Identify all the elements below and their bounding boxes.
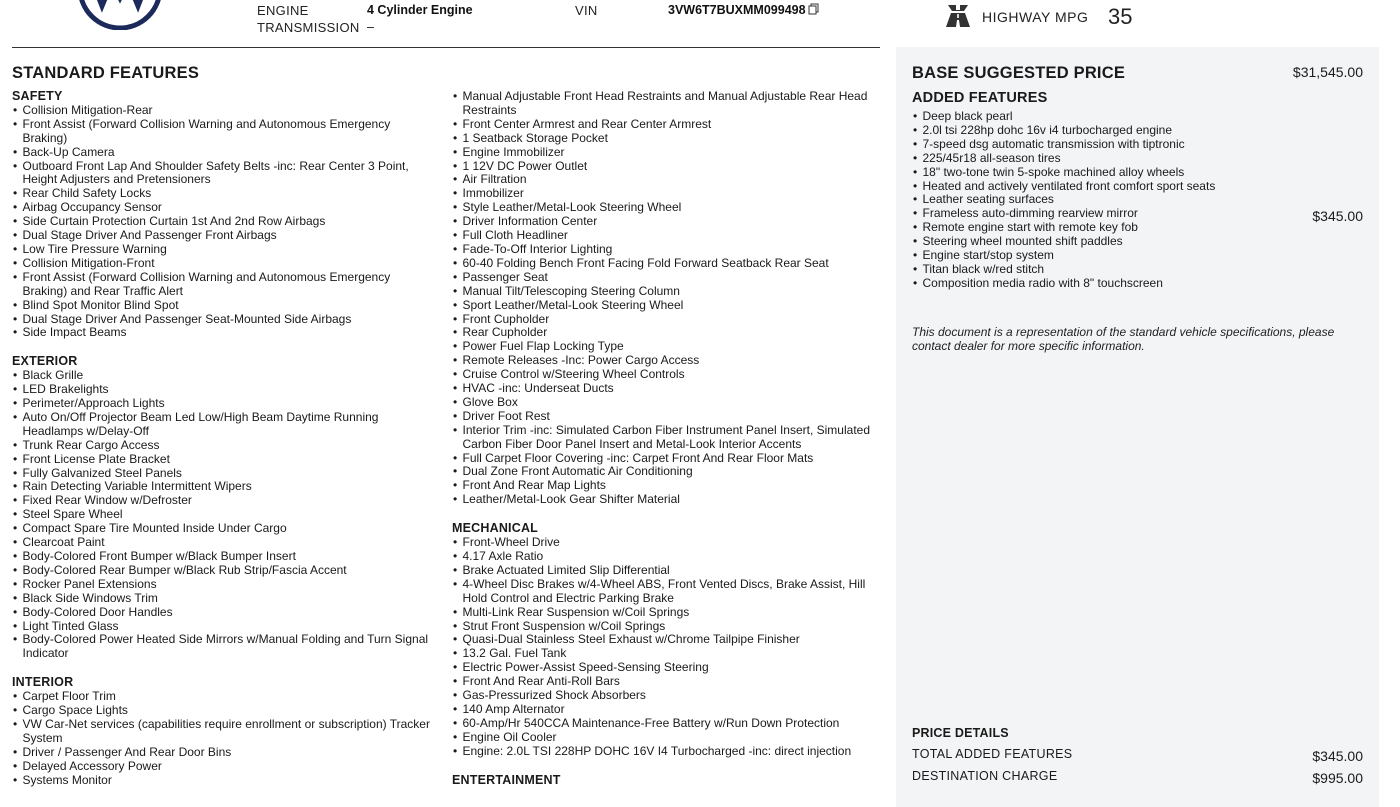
features-column-left	[12, 90, 432, 788]
list-item: • Engine start/stop system	[912, 249, 1372, 263]
list-item: • Body-Colored Door Handles	[12, 606, 432, 620]
list-item: • Rear Child Safety Locks	[12, 187, 432, 201]
list-item: • Black Grille	[12, 369, 432, 383]
list-item: • Deep black pearl	[912, 110, 1372, 124]
list-item: • Engine: 2.0L TSI 228HP DOHC 16V I4 Turbocharged -inc: direct injection	[452, 745, 880, 759]
list-item: • Body-Colored Rear Bumper w/Black Rub Strip/Fascia Accent	[12, 564, 432, 578]
list-item: • Glove Box	[452, 396, 880, 410]
transmission-value: –	[367, 20, 374, 34]
list-item: • Delayed Accessory Power	[12, 760, 432, 774]
section-title-mechanical: MECHANICAL	[452, 521, 539, 536]
list-item: • Blind Spot Monitor Blind Spot	[12, 299, 432, 313]
safety-list	[12, 104, 432, 340]
list-item: • Manual Adjustable Front Head Restraints and Manual Adjustable Rear Head Restraints	[452, 90, 880, 118]
list-item: • Steel Spare Wheel	[12, 508, 432, 522]
list-item: • Remote Releases -Inc: Power Cargo Access	[452, 354, 880, 368]
list-item: • Engine Immobilizer	[452, 146, 880, 160]
section-title-interior: INTERIOR	[12, 675, 74, 690]
disclaimer-text: This document is a representation of the standard vehicle specifications, please contact dealer for more specific information.	[912, 325, 1335, 353]
list-item: • Dual Stage Driver And Passenger Seat-Mounted Side Airbags	[12, 313, 432, 327]
vin-value: 3VW6T7BUXMM099498	[668, 3, 806, 17]
list-item: • 18" two-tone twin 5-spoke machined alloy wheels	[912, 166, 1372, 180]
list-item: • Clearcoat Paint	[12, 536, 432, 550]
base-price-value: $31,545.00	[1292, 64, 1363, 80]
list-item: • Front License Plate Bracket	[12, 453, 432, 467]
interior-list-continued	[452, 90, 880, 507]
list-item: • 60-40 Folding Bench Front Facing Fold Forward Seatback Rear Seat	[452, 257, 880, 271]
list-item: • Remote engine start with remote key fob	[912, 221, 1372, 235]
list-item: • Collision Mitigation-Rear	[12, 104, 432, 118]
list-item: • Rocker Panel Extensions	[12, 578, 432, 592]
list-item: • Power Fuel Flap Locking Type	[452, 340, 880, 354]
list-item: • 140 Amp Alternator	[452, 703, 880, 717]
list-item: • Style Leather/Metal-Look Steering Wheel	[452, 201, 880, 215]
list-item: • Body-Colored Front Bumper w/Black Bumper Insert	[12, 550, 432, 564]
list-item: • Black Side Windows Trim	[12, 592, 432, 606]
engine-value: 4 Cylinder Engine	[367, 3, 473, 17]
list-item: • Sport Leather/Metal-Look Steering Wheel	[452, 299, 880, 313]
list-item: • Cruise Control w/Steering Wheel Controls	[452, 368, 880, 382]
exterior-list	[12, 369, 432, 661]
list-item: • Front Assist (Forward Collision Warning and Autonomous Emergency Braking)	[12, 118, 432, 146]
list-item: • Leather seating surfaces	[912, 193, 1372, 207]
list-item: • Quasi-Dual Stainless Steel Exhaust w/Chrome Tailpipe Finisher	[452, 633, 880, 647]
list-item: • Electric Power-Assist Speed-Sensing Steering	[452, 661, 880, 675]
section-title-exterior: EXTERIOR	[12, 354, 78, 369]
list-item: • 4.17 Axle Ratio	[452, 550, 880, 564]
destination-charge-label: DESTINATION CHARGE	[912, 769, 1058, 783]
list-item: • 1 Seatback Storage Pocket	[452, 132, 880, 146]
interior-list	[12, 690, 432, 787]
list-item: • Fade-To-Off Interior Lighting	[452, 243, 880, 257]
list-item: • Cargo Space Lights	[12, 704, 432, 718]
list-item: • Low Tire Pressure Warning	[12, 243, 432, 257]
list-item: • Side Curtain Protection Curtain 1st And 2nd Row Airbags	[12, 215, 432, 229]
list-item: • Rain Detecting Variable Intermittent Wipers	[12, 480, 432, 494]
list-item: • Front And Rear Map Lights	[452, 479, 880, 493]
list-item: • Body-Colored Power Heated Side Mirrors w/Manual Folding and Turn Signal Indicator	[12, 633, 432, 661]
list-item: • Outboard Front Lap And Shoulder Safety Belts -inc: Rear Center 3 Point, Height Adjusters and Pretensioners	[12, 160, 432, 188]
added-features-items	[912, 110, 1372, 291]
list-item: • Front Assist (Forward Collision Warning and Autonomous Emergency Braking) and Rear Traffic Alert	[12, 271, 432, 299]
vin-label: VIN	[575, 3, 598, 18]
list-item: • 4-Wheel Disc Brakes w/4-Wheel ABS, Front Vented Discs, Brake Assist, Hill Hold Control and Electric Parking Brake	[452, 578, 880, 606]
list-item: • Auto On/Off Projector Beam Led Low/High Beam Daytime Running Headlamps w/Delay-Off	[12, 411, 432, 439]
list-item: • Leather/Metal-Look Gear Shifter Material	[452, 493, 880, 507]
list-item: • Titan black w/red stitch	[912, 263, 1372, 277]
destination-charge-value: $995.00	[1312, 770, 1363, 786]
highway-icon	[946, 5, 970, 27]
list-item: • Gas-Pressurized Shock Absorbers	[452, 689, 880, 703]
copy-icon[interactable]	[808, 3, 819, 15]
list-item: • Airbag Occupancy Sensor	[12, 201, 432, 215]
total-added-value: $345.00	[1312, 748, 1363, 764]
section-title-entertainment: ENTERTAINMENT	[452, 772, 561, 787]
list-item: • Composition media radio with 8" touchscreen	[912, 277, 1372, 291]
list-item: • 225/45r18 all-season tires	[912, 152, 1372, 166]
standard-features-title: STANDARD FEATURES	[12, 64, 200, 82]
list-item: • VW Car-Net services (capabilities require enrollment or subscription) Tracker System	[12, 718, 432, 746]
engine-label: ENGINE	[257, 3, 309, 18]
highway-mpg-label: HIGHWAY MPG	[982, 9, 1089, 25]
transmission-label: TRANSMISSION	[257, 20, 360, 35]
list-item: • Systems Monitor	[12, 774, 432, 788]
list-item: • Side Impact Beams	[12, 326, 432, 340]
list-item: • Carpet Floor Trim	[12, 690, 432, 704]
list-item: • Collision Mitigation-Front	[12, 257, 432, 271]
list-item: • Brake Actuated Limited Slip Differential	[452, 564, 880, 578]
list-item: • Driver / Passenger And Rear Door Bins	[12, 746, 432, 760]
list-item: • Rear Cupholder	[452, 326, 880, 340]
list-item: • Frameless auto-dimming rearview mirror	[912, 207, 1372, 221]
list-item: • Dual Zone Front Automatic Air Conditioning	[452, 465, 880, 479]
list-item: • Manual Tilt/Telescoping Steering Column	[452, 285, 880, 299]
list-item: • 2.0l tsi 228hp dohc 16v i4 turbocharged engine	[912, 124, 1372, 138]
list-item: • Perimeter/Approach Lights	[12, 397, 432, 411]
features-column-right	[452, 90, 880, 788]
total-added-label: TOTAL ADDED FEATURES	[912, 747, 1073, 761]
list-item: • Trunk Rear Cargo Access	[12, 439, 432, 453]
base-price-title: BASE SUGGESTED PRICE	[912, 64, 1126, 82]
header-divider	[12, 47, 880, 48]
list-item: • 1 12V DC Power Outlet	[452, 160, 880, 174]
list-item: • Heated and actively ventilated front comfort sport seats	[912, 180, 1372, 194]
list-item: • 7-speed dsg automatic transmission with tiptronic	[912, 138, 1372, 152]
highway-mpg-value: 35	[1108, 4, 1133, 29]
list-item: • Front And Rear Anti-Roll Bars	[452, 675, 880, 689]
list-item: • Front-Wheel Drive	[452, 536, 880, 550]
list-item: • Dual Stage Driver And Passenger Front Airbags	[12, 229, 432, 243]
list-item: • Immobilizer	[452, 187, 880, 201]
section-title-safety: SAFETY	[12, 89, 63, 103]
list-item: • Full Cloth Headliner	[452, 229, 880, 243]
list-item: • Fixed Rear Window w/Defroster	[12, 494, 432, 508]
list-item: • Compact Spare Tire Mounted Inside Under Cargo	[12, 522, 432, 536]
vin-field	[668, 3, 819, 17]
list-item: • 13.2 Gal. Fuel Tank	[452, 647, 880, 661]
added-features-list	[912, 110, 1372, 291]
list-item: • HVAC -inc: Underseat Ducts	[452, 382, 880, 396]
list-item: • 60-Amp/Hr 540CCA Maintenance-Free Battery w/Run Down Protection	[452, 717, 880, 731]
added-features-title: ADDED FEATURES	[912, 90, 1048, 106]
list-item: • Back-Up Camera	[12, 146, 432, 160]
added-feature-price: $345.00	[1312, 208, 1363, 224]
list-item: • Fully Galvanized Steel Panels	[12, 467, 432, 481]
list-item: • Driver Information Center	[452, 215, 880, 229]
list-item: • Front Cupholder	[452, 313, 880, 327]
list-item: • Engine Oil Cooler	[452, 731, 880, 745]
list-item: • Full Carpet Floor Covering -inc: Carpet Front And Rear Floor Mats	[452, 452, 880, 466]
list-item: • Driver Foot Rest	[452, 410, 880, 424]
list-item: • Multi-Link Rear Suspension w/Coil Springs	[452, 606, 880, 620]
list-item: • Light Tinted Glass	[12, 620, 432, 634]
mechanical-list	[452, 536, 880, 759]
list-item: • Front Center Armrest and Rear Center Armrest	[452, 118, 880, 132]
list-item: • Strut Front Suspension w/Coil Springs	[452, 620, 880, 634]
list-item: • Air Filtration	[452, 173, 880, 187]
vw-logo	[78, 0, 162, 30]
list-item: • LED Brakelights	[12, 383, 432, 397]
list-item: • Steering wheel mounted shift paddles	[912, 235, 1372, 249]
list-item: • Interior Trim -inc: Simulated Carbon Fiber Instrument Panel Insert, Simulated Carbon Fiber Door Panel Insert and Metal-Look Interior Accents	[452, 424, 880, 452]
price-details-title: PRICE DETAILS	[912, 726, 1009, 740]
list-item: • Passenger Seat	[452, 271, 880, 285]
